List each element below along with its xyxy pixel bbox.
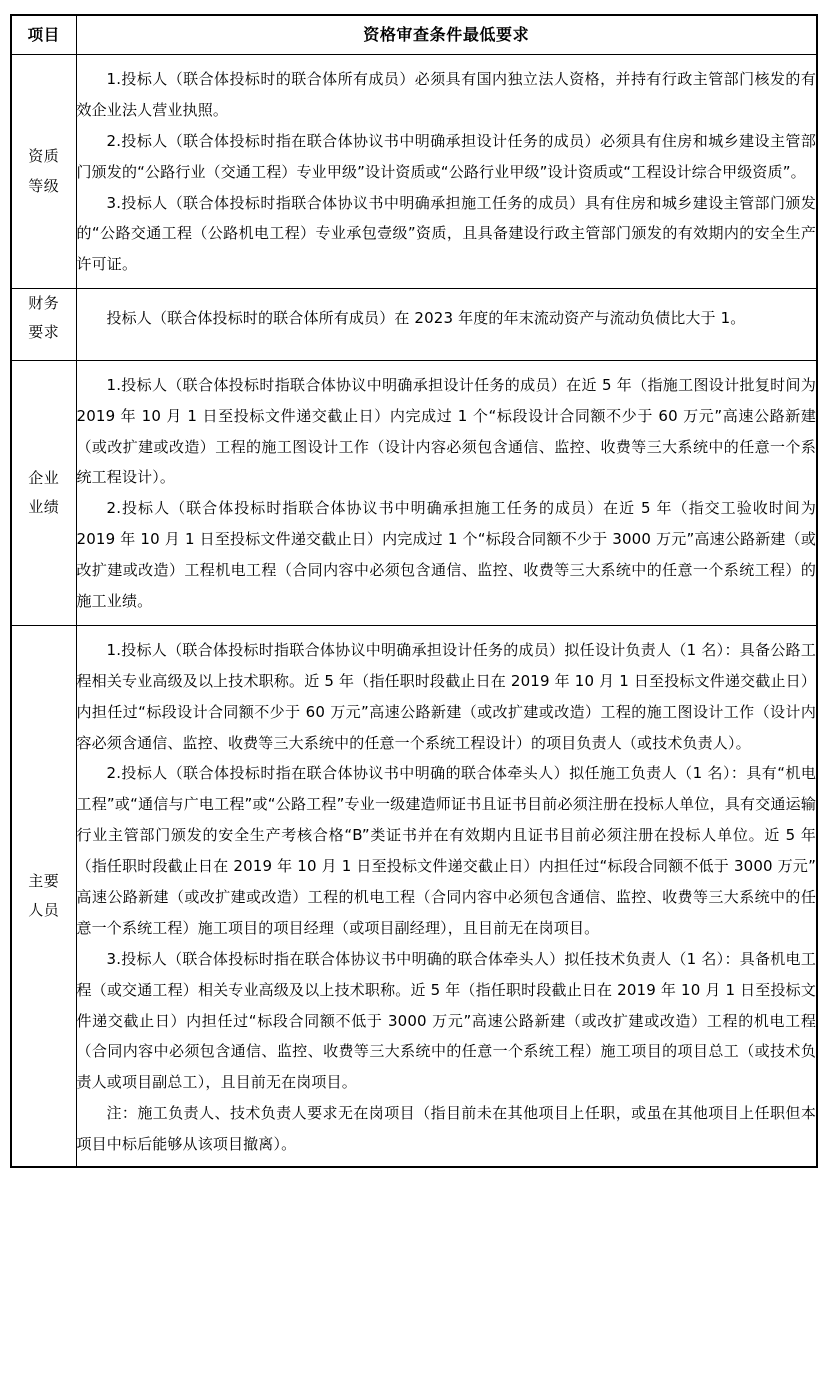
requirement-paragraph: 2.投标人（联合体投标时指在联合体协议书中明确的联合体牵头人）拟任施工负责人（1 名）：具有“机电工程”或“通信与广电工程”或“公路工程”专业一级建造师证书且证书目前必须注册在投标人单位，具有交通运输行业主管部门颁发的安全生产考核合格“B”类证书并在有效期内且证书目前必须注册在投标人单位。近 5 年（指任职时段截止日在 2019 年 10 月 1 日至投标文件递交截止日）内担任过“标段合同额不低于 3000 万元”高速公路新建（或改扩建或改造）工程的机电工程（合同内容中必须包含通信、监控、收费等三大系统中的任意一个系统工程）施工项目的项目经理（或项目副经理），且目前无在岗项目。 <box>76 764 816 937</box>
requirement-paragraph: 1.投标人（联合体投标时的联合体所有成员）必须具有国内独立法人资格，并持有行政主管部门核发的有效企业法人营业执照。 <box>76 70 816 119</box>
table-row <box>11 289 817 361</box>
row-label-key-personnel <box>11 625 76 1167</box>
row-label-qualification-grade <box>11 55 76 289</box>
requirement-paragraph: 2.投标人（联合体投标时指联合体协议书中明确承担施工任务的成员）在近 5 年（指交工验收时间为 2019 年 10 月 1 日至投标文件递交截止日）内完成过 1 个“标段合同额不少于 3000 万元”高速公路新建（或改扩建或改造）工程机电工程（合同内容中必须包含通信、监控、收费等三大系统中的任意一个系统工程）的施工业绩。 <box>76 499 816 610</box>
requirement-paragraph: 3.投标人（联合体投标时指在联合体协议书中明确的联合体牵头人）拟任技术负责人（1 名）：具备机电工程（或交通工程）相关专业高级及以上技术职称。近 5 年（指任职时段截止日在 2019 年 10 月 1 日至投标文件递交截止日）内担任过“标段合同额不低于 3000 万元”高速公路新建（或改扩建或改造）工程的机电工程（合同内容中必须包含通信、监控、收费等三大系统中的任意一个系统工程）施工项目的项目总工（或技术负责人或项目副总工），且目前无在岗项目。 <box>76 949 816 1092</box>
row-content-qualification-grade <box>76 55 817 289</box>
row-label-line: 业绩 <box>28 497 60 516</box>
row-label-line: 资质 <box>28 147 60 166</box>
requirement-paragraph: 1.投标人（联合体投标时指联合体协议中明确承担设计任务的成员）在近 5 年（指施工图设计批复时间为 2019 年 10 月 1 日至投标文件递交截止日）内完成过 1 个“标段设计合同额不少于 60 万元”高速公路新建（或改扩建或改造）工程的施工图设计工作（设计内容必须包含通信、监控、收费等三大系统中的任意一个系统工程设计）。 <box>76 375 816 487</box>
header-cell-requirement: 资格审查条件最低要求 <box>76 15 817 55</box>
row-label-enterprise-performance <box>11 360 76 625</box>
table-row <box>11 625 817 1167</box>
requirement-paragraph: 投标人（联合体投标时的联合体所有成员）在 2023 年度的年末流动资产与流动负债比大于 1。 <box>106 309 746 328</box>
requirement-note: 注：施工负责人、技术负责人要求无在岗项目（指目前未在其他项目上任职，或虽在其他项目上任职但本项目中标后能够从该项目撤离）。 <box>76 1104 816 1154</box>
row-label-financial-requirement <box>11 289 76 361</box>
requirement-paragraph: 2.投标人（联合体投标时指在联合体协议书中明确承担设计任务的成员）必须具有住房和城乡建设主管部门颁发的“公路行业（交通工程）专业甲级”设计资质或“公路行业甲级”设计资质或“工程设计综合甲级资质”。 <box>76 131 816 181</box>
qualification-requirements-table <box>10 14 818 1168</box>
row-label-line: 主要 <box>28 871 60 890</box>
row-label-line: 等级 <box>28 176 60 195</box>
row-label-line: 财务 <box>28 294 60 313</box>
row-content-enterprise-performance <box>76 360 817 625</box>
row-label-line: 企业 <box>28 468 60 487</box>
requirement-paragraph: 3.投标人（联合体投标时指联合体协议书中明确承担施工任务的成员）具有住房和城乡建设主管部门颁发的“公路交通工程（公路机电工程）专业承包壹级”资质，且具备建设行政主管部门颁发的有效期内的安全生产许可证。 <box>76 193 816 274</box>
table-row <box>11 360 817 625</box>
row-content-financial-requirement <box>76 289 817 361</box>
row-label-line: 要求 <box>28 323 60 342</box>
row-label-line: 人员 <box>28 900 60 919</box>
requirement-paragraph: 1.投标人（联合体投标时指联合体协议中明确承担设计任务的成员）拟任设计负责人（1 名）：具备公路工程相关专业高级及以上技术职称。近 5 年（指任职时段截止日在 2019 年 10 月 1 日至投标文件递交截止日）内担任过“标段设计合同额不少于 60 万元”高速公路新建（或改扩建或改造）工程的施工图设计工作（设计内容必须含通信、监控、收费等三大系统中的任意一个系统工程设计）的项目负责人（或技术负责人）。 <box>76 640 816 752</box>
table-header-row <box>11 15 817 55</box>
table-row <box>11 55 817 289</box>
row-content-key-personnel <box>76 625 817 1167</box>
header-cell-item: 项目 <box>11 15 76 55</box>
